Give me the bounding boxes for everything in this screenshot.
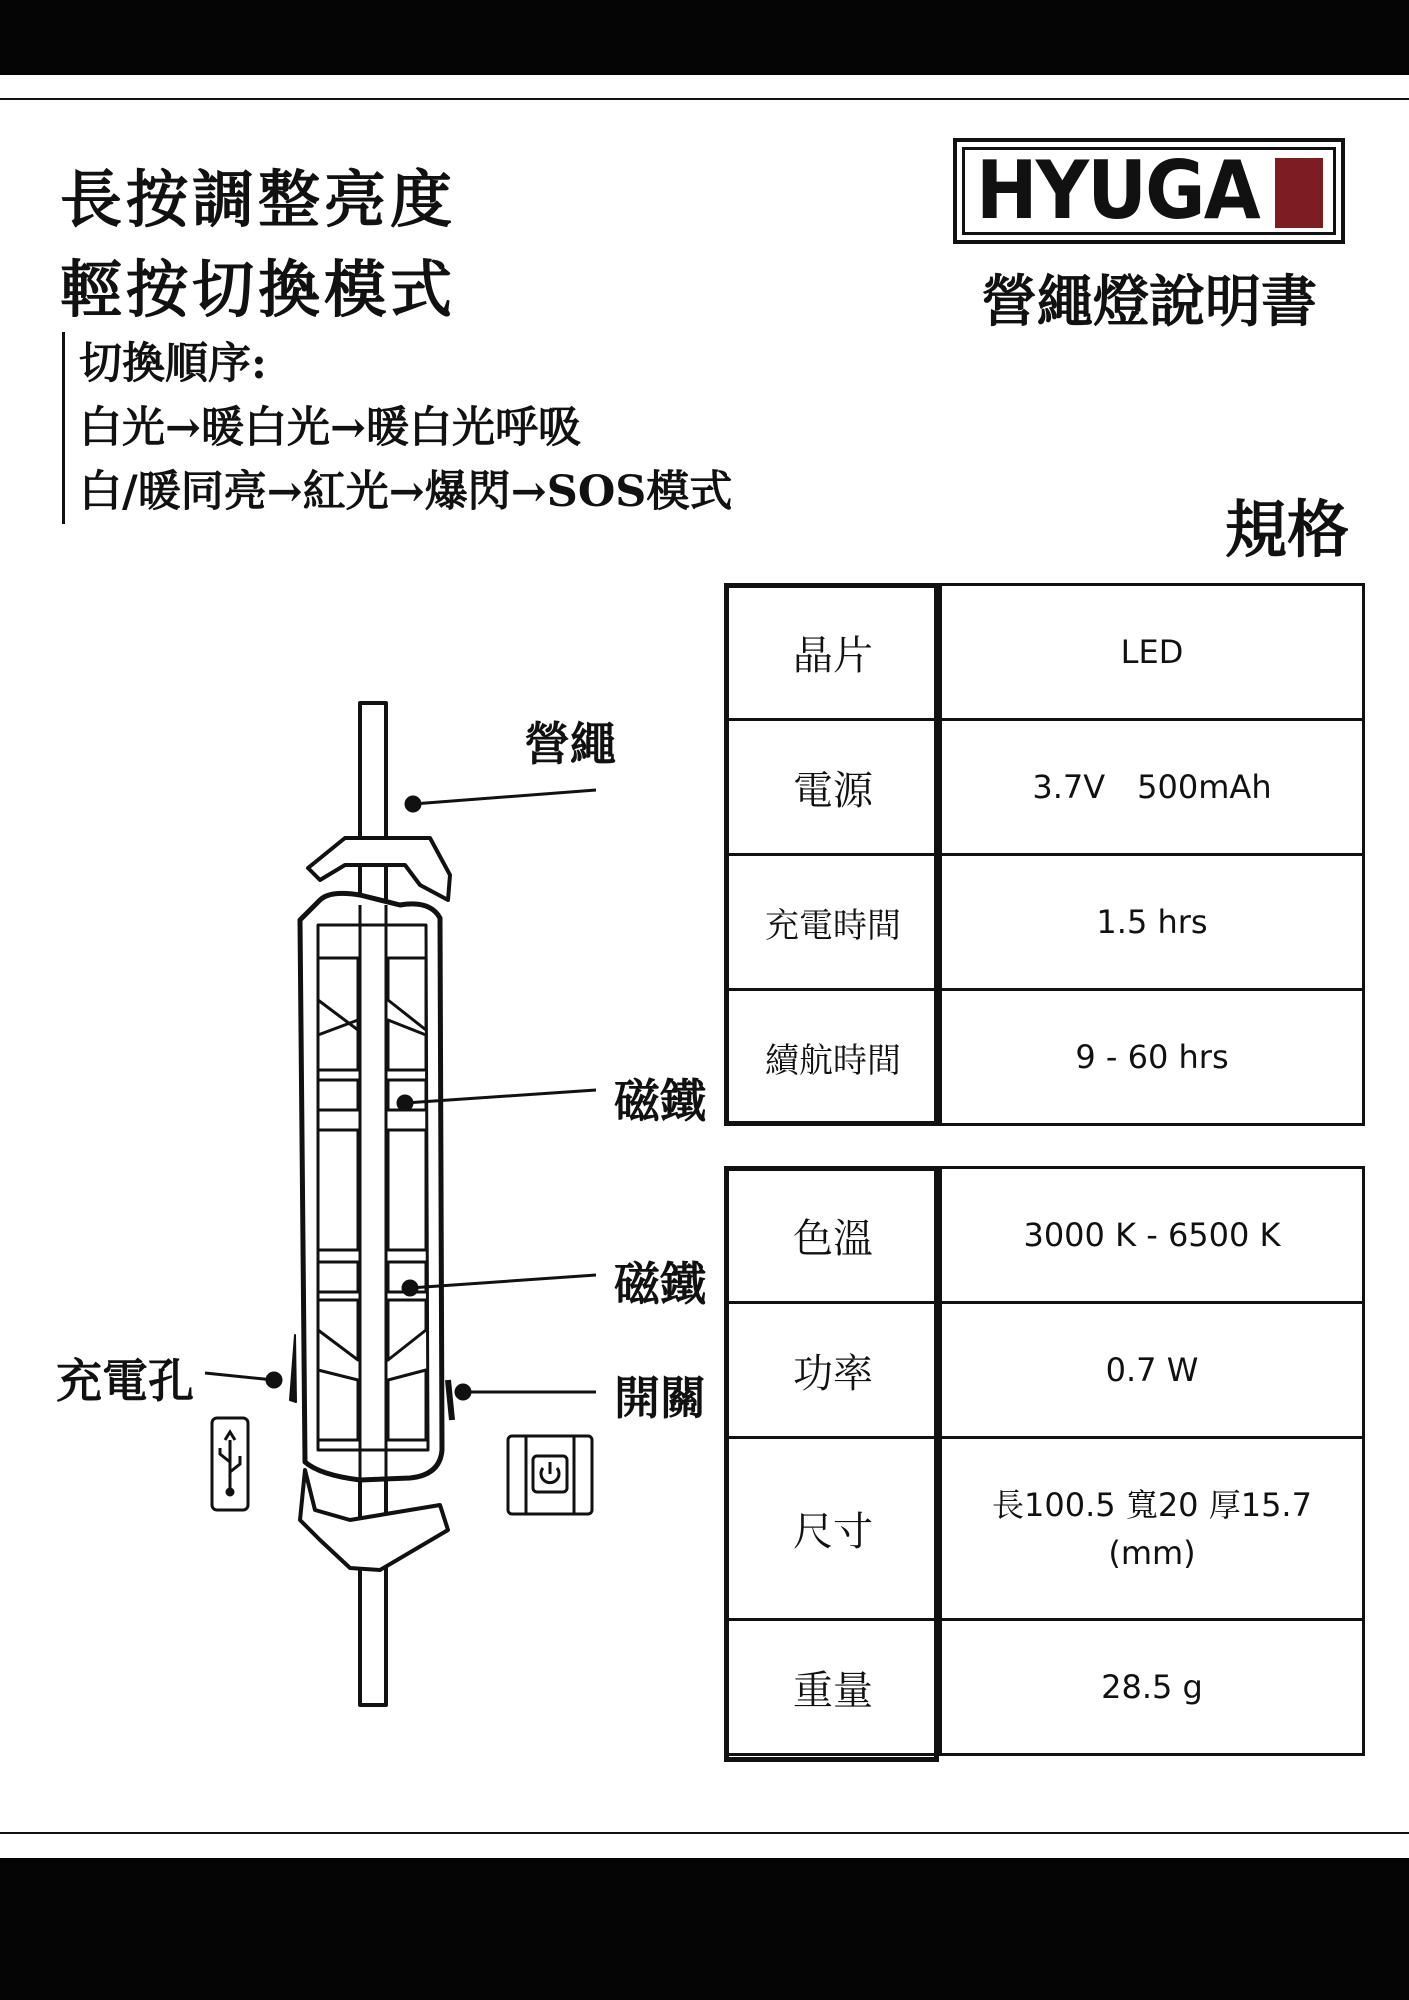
- label-charge-port: 充電孔: [56, 1354, 194, 1408]
- bottom-band: [0, 1858, 1409, 2000]
- spec-row: [726, 1620, 1364, 1755]
- leader-line-rope: [413, 790, 596, 804]
- spec-key: 電源: [726, 720, 941, 855]
- spec-value: 0.7 W: [941, 1303, 1364, 1438]
- spec-row: [726, 1438, 1364, 1620]
- spec-value: 28.5 g: [941, 1620, 1364, 1755]
- spec-key: 重量: [726, 1620, 941, 1755]
- spec-key: 功率: [726, 1303, 941, 1438]
- label-magnet-1: 磁鐵: [614, 1074, 706, 1128]
- manual-title: 營繩燈說明書: [981, 269, 1317, 335]
- switch-order-label: 切換順序:: [79, 339, 267, 389]
- heading-short-press: 輕按切換模式: [60, 253, 457, 326]
- heading-long-press: 長按調整亮度: [60, 163, 457, 236]
- spec-key: 色溫: [726, 1168, 941, 1303]
- spec-value-line1: 長100.5 寬20 厚15.7: [992, 1485, 1312, 1524]
- power-icon: [508, 1436, 592, 1514]
- spec-row: [726, 990, 1364, 1125]
- spec-key: 充電時間: [726, 855, 941, 990]
- spec-key: 晶片: [726, 585, 941, 720]
- spec-row: [726, 585, 1364, 720]
- spec-value: LED: [941, 585, 1364, 720]
- spec-value: 3000 K - 6500 K: [941, 1168, 1364, 1303]
- spec-row: [726, 855, 1364, 990]
- spec-row: [726, 720, 1364, 855]
- spec-value: 3.7V 500mAh: [941, 720, 1364, 855]
- label-magnet-2: 磁鐵: [614, 1257, 706, 1311]
- spec-title: 規格: [1225, 493, 1350, 566]
- usb-icon: [212, 1418, 248, 1510]
- switch-order-seq1: 白光→暖白光→暖白光呼吸: [79, 403, 582, 453]
- spec-value: 9 - 60 hrs: [941, 990, 1364, 1125]
- spec-key: 續航時間: [726, 990, 941, 1125]
- label-switch: 開關: [614, 1371, 706, 1425]
- spec-key: 尺寸: [726, 1438, 941, 1620]
- lamp-body: [300, 893, 442, 1480]
- brand-logo-text: HYUGA: [976, 147, 1259, 235]
- spec-value: 1.5 hrs: [941, 855, 1364, 990]
- spec-row: [726, 1303, 1364, 1438]
- spec-table-1: [724, 583, 1365, 1126]
- switch-order-seq2: 白/暖同亮→紅光→爆閃→SOS模式: [79, 467, 733, 517]
- spec-value-line2: (mm): [1108, 1533, 1196, 1572]
- spec-value: [941, 1438, 1364, 1620]
- bottom-rule: [0, 1832, 1409, 1834]
- leader-line-charge: [205, 1373, 274, 1380]
- label-rope: 營繩: [524, 717, 616, 771]
- spec-row: [726, 1168, 1364, 1303]
- spec-table-2: [724, 1166, 1365, 1756]
